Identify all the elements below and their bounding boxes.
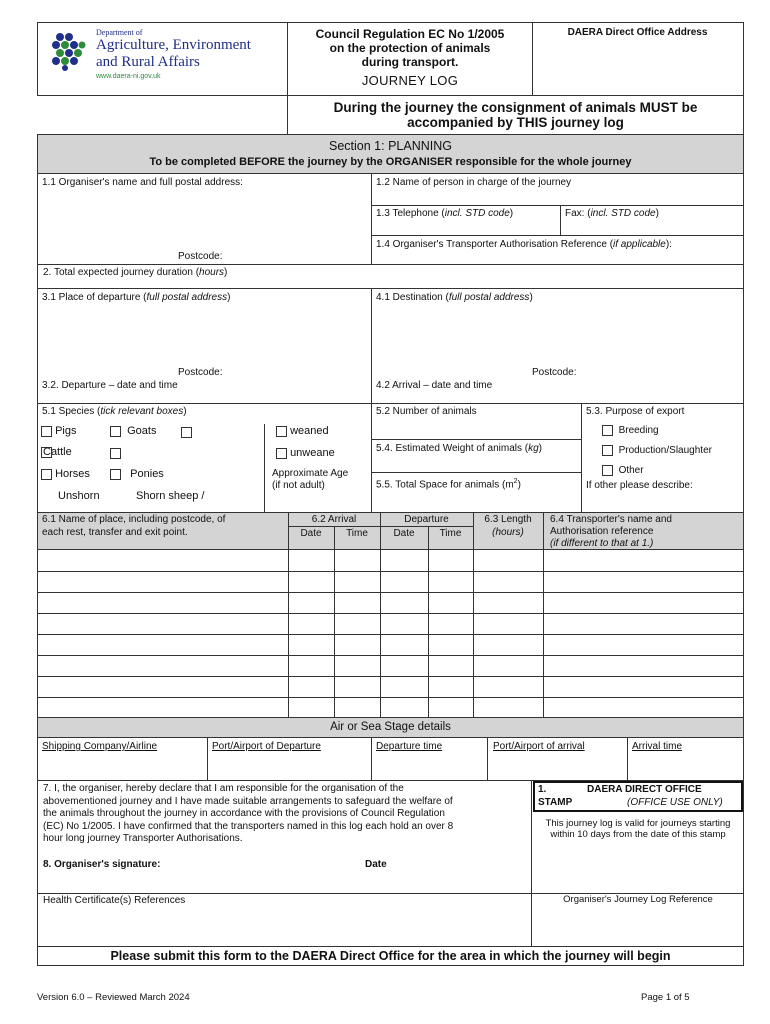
purpose-label: 5.3. Purpose of export — [586, 406, 685, 417]
arrival-datetime-label: 4.2 Arrival – date and time — [376, 380, 493, 391]
must-accompany-banner — [287, 96, 744, 134]
departure-place-label: 3.1 Place of departure (full postal address) — [42, 292, 231, 303]
transporter-header-line1: 6.4 Transporter's name and — [550, 514, 672, 525]
organiser-postcode-label: Postcode: — [178, 251, 223, 262]
horses-option — [41, 468, 90, 480]
person-in-charge-label: 1.2 Name of person in charge of the journey — [376, 177, 572, 188]
declaration-line3: the animals throughout the journey in accordance with the provisions of Council Regulation — [43, 808, 445, 819]
species-divider-v — [264, 424, 265, 512]
stamp-label: STAMP — [538, 797, 573, 808]
transporter-auth-label: 1.4 Organiser's Transporter Authorisation Reference (if applicable): — [376, 239, 672, 250]
shorn-label: Shorn sheep / — [136, 490, 205, 502]
other-label: Other — [618, 465, 644, 477]
divider-5-5 — [371, 472, 581, 473]
space-label: 5.5. Total Space for animals $(m^2)$ — [376, 478, 521, 491]
table-row[interactable] — [37, 655, 744, 656]
daera-logo-icon — [52, 31, 86, 71]
length-header-line2: (hours) — [492, 527, 524, 538]
unshorn-label: Unshorn — [58, 490, 100, 502]
species-extra-checkbox[interactable] — [181, 427, 192, 438]
goats-option — [110, 425, 156, 437]
departure-datetime-label: 3.2. Departure – date and time — [42, 380, 178, 391]
table-column-divider — [288, 512, 289, 717]
stamp-office-use: (OFFICE USE ONLY) — [627, 797, 723, 808]
purpose-divider-v — [581, 404, 582, 512]
stamp-divider-v — [531, 781, 532, 893]
office-address-label: DAERA Direct Office Address — [567, 27, 708, 38]
logo-url: www.daera-ni.gov.uk — [96, 73, 161, 80]
weight-label: 5.4. Estimated Weight of animals (kg) — [376, 443, 543, 454]
cattle-label: Cattle — [43, 446, 72, 458]
logo-name-line2: and Rural Affairs — [96, 54, 200, 70]
fax-divider-v — [560, 205, 561, 235]
table-row[interactable] — [37, 613, 744, 614]
destination-postcode-label: Postcode: — [532, 367, 577, 378]
departure-header: Departure — [404, 514, 449, 525]
arrival-header: 6.2 Arrival — [311, 514, 357, 525]
arrival-time-header: Time — [346, 528, 368, 539]
fax-label: Fax: (incl. STD code) — [565, 208, 659, 219]
departure-date-header: Date — [393, 528, 415, 539]
stamp-title: DAERA DIRECT OFFICE — [587, 784, 702, 795]
air-sea-title: Air or Sea Stage details — [330, 721, 451, 733]
title-line1: Council Regulation EC No 1/2005 — [315, 27, 505, 41]
other-describe-label: If other please describe: — [586, 480, 693, 491]
weaned-checkbox[interactable] — [276, 426, 287, 437]
section1-header — [37, 134, 744, 174]
health-cert-label: Health Certificate(s) References — [43, 895, 186, 906]
signature-date-label: Date — [365, 859, 387, 870]
table-column-divider — [380, 512, 381, 717]
rest-col1-line1: 6.1 Name of place, including postcode, of — [42, 514, 226, 525]
footer-version: Version 6.0 – Reviewed March 2024 — [37, 992, 190, 1003]
divider-5-4 — [371, 439, 581, 440]
other-checkbox[interactable] — [602, 465, 613, 476]
port-arrival-label: Port/Airport of arrival — [493, 741, 585, 752]
validity-line2: within 10 days from the date of this stamp — [550, 829, 726, 840]
ponies-checkbox[interactable] — [110, 469, 121, 480]
stamp-number: 1. — [538, 784, 547, 795]
unweaned-checkbox[interactable] — [276, 448, 287, 459]
production-checkbox[interactable] — [602, 445, 613, 456]
breeding-option — [602, 425, 659, 436]
header-title-cell — [287, 22, 533, 96]
air-div-4 — [627, 738, 628, 781]
table-row[interactable] — [37, 592, 744, 593]
rest-col1-line2: each rest, transfer and exit point. — [42, 527, 188, 538]
validity-line1: This journey log is valid for journeys starting — [545, 818, 731, 829]
telephone-label: 1.3 Telephone (incl. STD code) — [376, 208, 514, 219]
table-subheader-divider — [288, 526, 473, 527]
horses-checkbox[interactable] — [41, 469, 52, 480]
air-div-3 — [487, 738, 488, 781]
header-logo-cell — [37, 22, 287, 96]
declaration-text — [43, 783, 528, 846]
office-address-cell — [532, 22, 744, 96]
destination-label: 4.1 Destination (full postal address) — [376, 292, 533, 303]
journey-log-title: JOURNEY LOG — [361, 73, 459, 88]
divider-1-4 — [371, 235, 744, 236]
unweaned-option — [276, 447, 335, 459]
table-column-divider — [428, 527, 429, 717]
goats-checkbox[interactable] — [110, 426, 121, 437]
transporter-header-line2: Authorisation reference — [550, 526, 654, 537]
other-option — [602, 465, 644, 476]
pigs-checkbox[interactable] — [41, 426, 52, 437]
table-row[interactable] — [37, 676, 744, 677]
stamp-validity — [533, 818, 743, 840]
production-label: Production/Slaughter — [618, 445, 712, 457]
organiser-signature-label: 8. Organiser's signature: — [43, 859, 161, 870]
declaration-line4: (EC) No 1/2005. I have confirmed that the transporters named in this log each hold an over 8 — [43, 820, 454, 832]
organiser-divider-v — [371, 174, 372, 264]
approx-age-line2: (if not adult) — [272, 480, 325, 491]
must-line2: accompanied by THIS journey log — [407, 115, 624, 130]
logo-dept-label: Department of — [96, 28, 143, 37]
breeding-label: Breeding — [618, 425, 659, 437]
departure-postcode-label: Postcode: — [178, 367, 223, 378]
journey-duration-row — [37, 264, 744, 289]
arrival-time-label: Arrival time — [632, 741, 683, 752]
production-option — [602, 445, 712, 456]
goats-label: Goats — [127, 425, 157, 437]
table-column-divider — [473, 512, 474, 717]
ponies-option — [110, 468, 164, 480]
logo-name-line1: Agriculture, Environment — [96, 37, 251, 53]
unweaned-label: unweane — [290, 447, 335, 459]
declaration-line5: hour long journey Transporter Authorisations. — [43, 833, 243, 844]
shipping-company-label: Shipping Company/Airline — [42, 741, 158, 752]
declaration-line2: abovementioned journey and I have made suitable arrangements to safeguard the welfare of — [43, 795, 453, 807]
divider-1-3 — [371, 205, 744, 206]
organiser-name-label: 1.1 Organiser's name and full postal address: — [42, 177, 243, 188]
departure-time-header: Time — [439, 528, 462, 539]
arrival-date-header: Date — [300, 528, 322, 539]
section1-title: Section 1: PLANNING — [329, 139, 452, 153]
ponies-label: Ponies — [130, 468, 164, 480]
table-row[interactable] — [37, 634, 744, 635]
footer-page: Page 1 of 5 — [641, 992, 690, 1003]
section1-subtitle: To be completed BEFORE the journey by the ORGANISER responsible for the whole journey — [149, 156, 632, 168]
number-animals-label: 5.2 Number of animals — [376, 406, 477, 417]
approx-age-line1: Approximate Age — [272, 468, 349, 479]
organiser-ref-label: Organiser's Journey Log Reference — [563, 894, 713, 905]
table-column-divider — [543, 512, 544, 717]
weaned-label: weaned — [290, 425, 329, 437]
breeding-checkbox[interactable] — [602, 425, 613, 436]
departure-time-label: Departure time — [376, 741, 443, 752]
length-header-line1: 6.3 Length — [484, 514, 532, 525]
cattle-extra-checkbox[interactable] — [110, 448, 121, 459]
species-right-divider-v — [371, 404, 372, 512]
transporter-header-line3: (if different to that at 1.) — [550, 538, 654, 549]
weaned-option — [276, 425, 329, 437]
horses-label: Horses — [55, 468, 90, 480]
table-column-divider — [334, 527, 335, 717]
air-sea-header — [37, 717, 744, 738]
submit-banner — [37, 947, 744, 966]
title-line3: during transport. — [361, 55, 459, 69]
cattle-option — [41, 446, 72, 458]
table-row[interactable] — [37, 697, 744, 698]
air-div-2 — [371, 738, 372, 781]
submit-text: Please submit this form to the DAERA Direct Office for the area in which the journey will begin — [110, 949, 671, 963]
air-div-1 — [207, 738, 208, 781]
pigs-option — [41, 425, 76, 437]
pigs-label: Pigs — [55, 425, 77, 437]
must-line1: During the journey the consignment of animals MUST be — [333, 100, 698, 115]
species-label: 5.1 Species (tick relevant boxes) — [42, 406, 187, 417]
port-departure-label: Port/Airport of Departure — [212, 741, 321, 752]
journey-duration-label: 2. Total expected journey duration (hours) — [43, 267, 228, 278]
declaration-line1: 7. I, the organiser, hereby declare that I am responsible for the organisation of the — [43, 783, 404, 794]
title-line2: on the protection of animals — [329, 41, 491, 55]
table-row[interactable] — [37, 571, 744, 572]
